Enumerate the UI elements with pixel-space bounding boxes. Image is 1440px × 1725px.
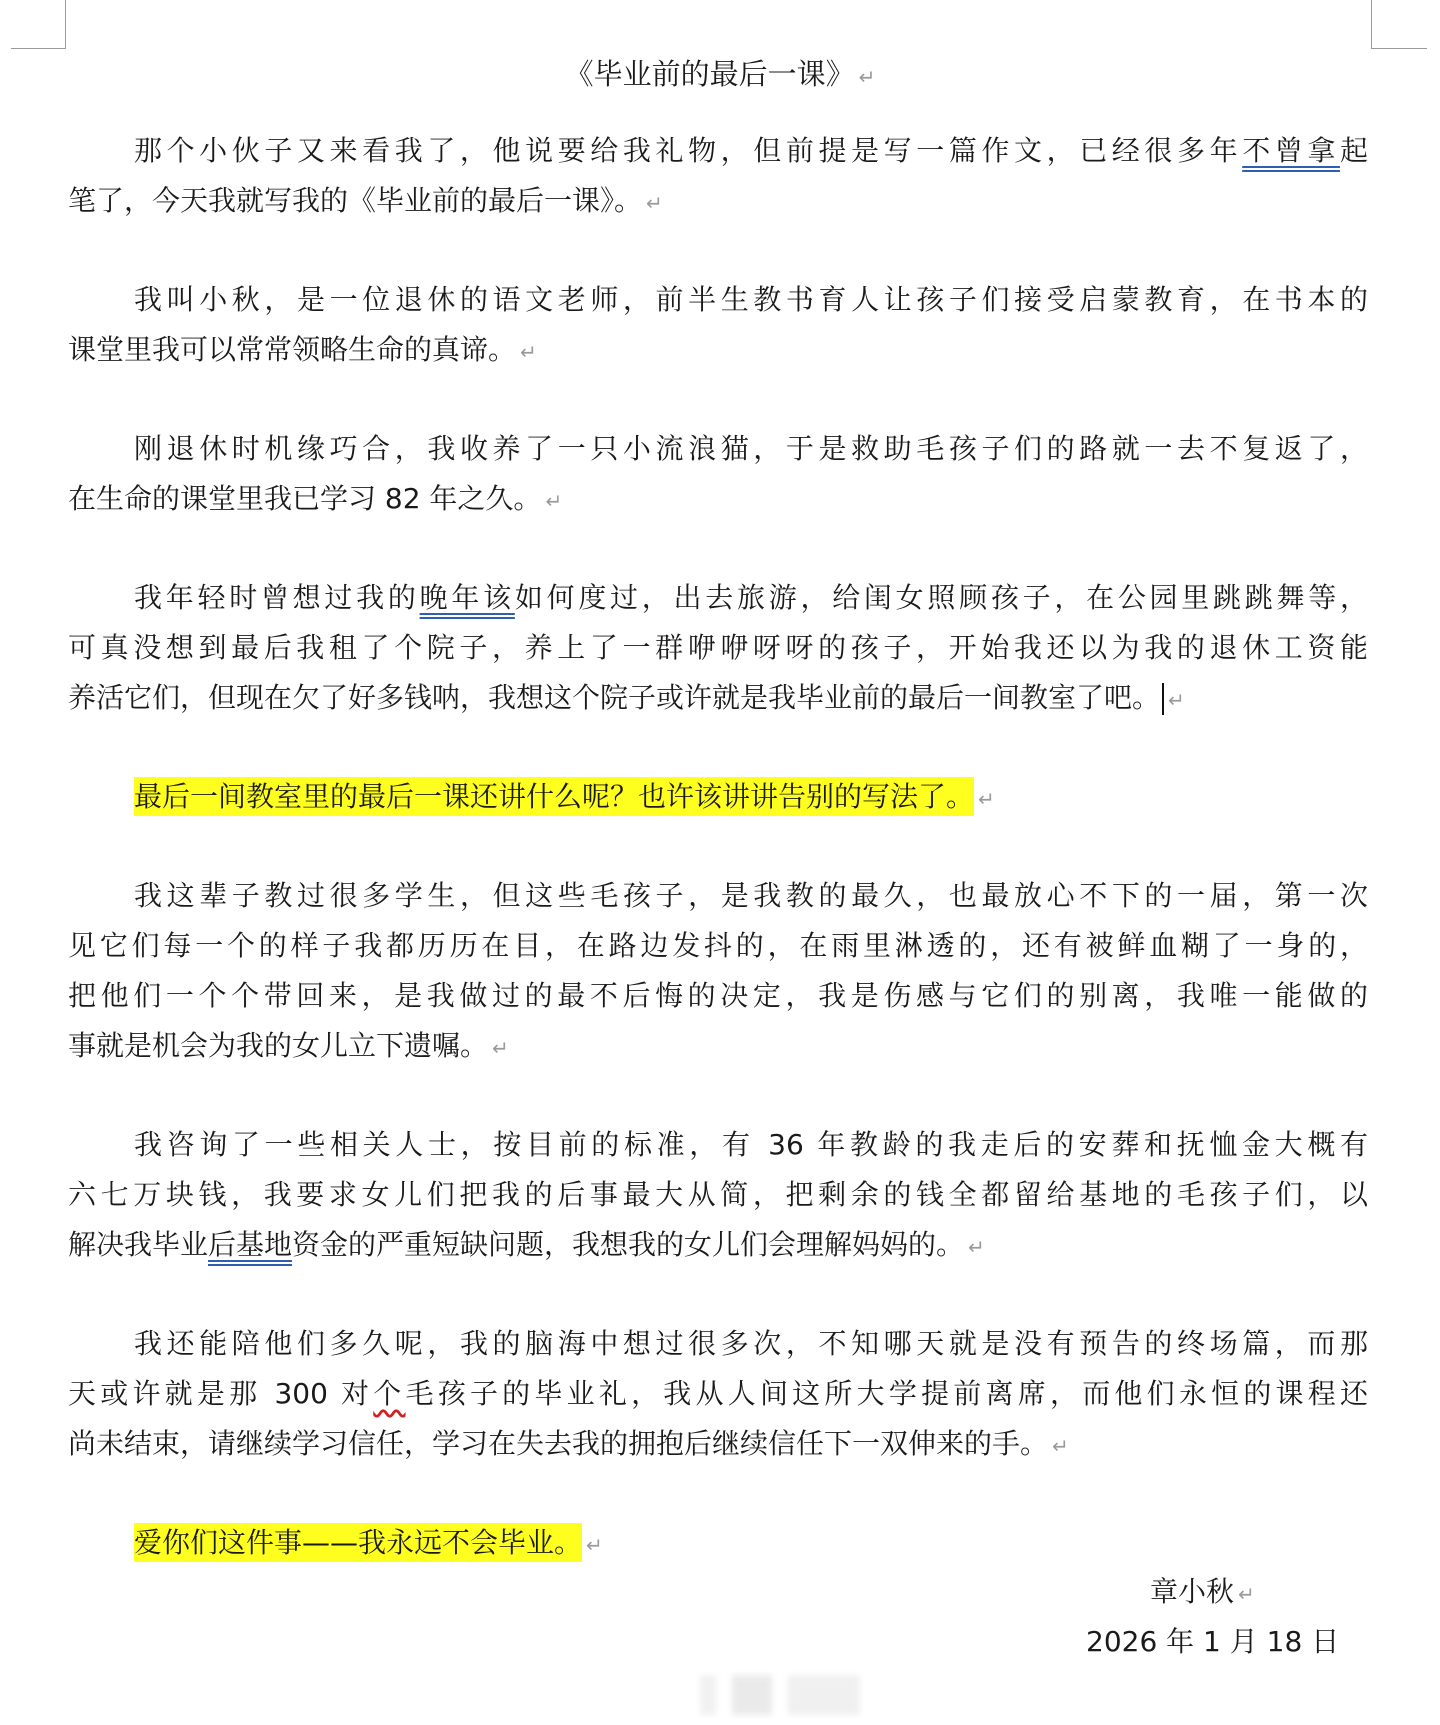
text-run: 养活它们，但现在欠了好多钱呐，我想这个院子或许就是我毕业前的最后一间教室了吧。 bbox=[68, 681, 1161, 714]
text-run: 把他们一个个带回来，是我做过的最不后悔的决定，我是伤感与它们的别离，我唯一能做的 bbox=[68, 979, 1368, 1012]
text-run: 最后一间教室里的最后一课还讲什么呢？也许该讲讲告别的写法了。 bbox=[134, 780, 975, 813]
text-line bbox=[68, 1319, 1368, 1369]
text-run: 刚退休时机缘巧合，我收养了一只小流浪猫，于是救助毛孩子们的路就一去不复返了， bbox=[134, 432, 1368, 465]
text-run: 课堂里我可以常常领略生命的真谛。 bbox=[68, 333, 517, 366]
line-text bbox=[134, 1327, 1368, 1360]
signature-line[interactable] bbox=[1150, 1568, 1255, 1618]
text-run: 起 bbox=[1339, 134, 1368, 167]
text-line bbox=[68, 673, 1368, 723]
text-run: 我还能陪他们多久呢，我的脑海中想过很多次，不知哪天就是没有预告的终场篇，而那 bbox=[134, 1327, 1368, 1360]
line-text bbox=[68, 1178, 1368, 1211]
document-title-line[interactable] bbox=[0, 52, 1440, 99]
page-corner-mark-top-right bbox=[1371, 0, 1427, 49]
text-line bbox=[68, 871, 1368, 921]
text-line bbox=[68, 971, 1368, 1021]
paragraph[interactable] bbox=[68, 126, 1368, 226]
line-text bbox=[68, 1377, 1368, 1410]
line-text bbox=[68, 631, 1368, 664]
text-line bbox=[68, 424, 1368, 474]
paragraph-mark-icon: ↵ bbox=[586, 1533, 603, 1557]
highlight-mark bbox=[134, 777, 974, 816]
text-run: 解决我毕业 bbox=[68, 1228, 209, 1261]
paragraph-mark-icon: ↵ bbox=[858, 65, 876, 89]
line-text bbox=[134, 283, 1368, 316]
paragraph[interactable] bbox=[68, 1120, 1368, 1270]
line-text bbox=[134, 1128, 1368, 1161]
text-line bbox=[68, 1369, 1368, 1419]
line-text bbox=[68, 482, 541, 515]
text-line bbox=[68, 1419, 1368, 1469]
grammar-underlined-text: 晚年该 bbox=[419, 581, 515, 614]
line-text bbox=[68, 1427, 1048, 1460]
paragraph-mark-icon: ↵ bbox=[520, 340, 537, 364]
text-run: 毛孩子的毕业礼，我从人间这所大学提前离席，而他们永恒的课程还 bbox=[405, 1377, 1368, 1410]
line-text bbox=[68, 681, 1160, 714]
text-line bbox=[68, 176, 1368, 226]
text-line bbox=[68, 275, 1368, 325]
paragraph-mark-icon: ↵ bbox=[1052, 1434, 1069, 1458]
paragraph-mark-icon: ↵ bbox=[492, 1036, 509, 1060]
line-text bbox=[134, 432, 1368, 465]
text-run: 在生命的课堂里我已学习 82 年之久。 bbox=[68, 482, 542, 515]
text-line bbox=[68, 474, 1368, 524]
signature: 章小秋 bbox=[1150, 1575, 1235, 1608]
text-line bbox=[68, 126, 1368, 176]
paragraph-mark-icon: ↵ bbox=[978, 787, 995, 811]
document-title: 《毕业前的最后一课》 bbox=[564, 57, 855, 91]
text-run: 那个小伙子又来看我了，他说要给我礼物，但前提是写一篇作文，已经很多年 bbox=[134, 134, 1243, 167]
highlighted-paragraph[interactable] bbox=[68, 772, 1368, 822]
watermark bbox=[700, 1675, 860, 1715]
date: 2026 年 1 月 18 日 bbox=[1086, 1625, 1340, 1658]
text-run: 笔了，今天我就写我的《毕业前的最后一课》。 bbox=[68, 184, 643, 217]
grammar-underlined-text: 不曾拿 bbox=[1242, 134, 1340, 167]
text-run: 爱你们这件事——我永远不会毕业。 bbox=[134, 1526, 583, 1559]
text-line bbox=[68, 1170, 1368, 1220]
highlighted-paragraph[interactable] bbox=[68, 1518, 1368, 1568]
paragraph[interactable] bbox=[68, 424, 1368, 524]
text-cursor bbox=[1162, 683, 1164, 715]
paragraph-mark-icon: ↵ bbox=[1238, 1582, 1255, 1606]
paragraph-mark-icon: ↵ bbox=[1168, 688, 1185, 712]
text-line bbox=[68, 1120, 1368, 1170]
text-run: 天或许就是那 300 对 bbox=[68, 1377, 374, 1410]
text-run: 见它们每一个的样子我都历历在目，在路边发抖的，在雨里淋透的，还有被鲜血糊了一身的， bbox=[68, 929, 1368, 962]
line-text bbox=[68, 333, 516, 366]
paragraph-mark-icon: ↵ bbox=[545, 489, 563, 513]
text-run: 六七万块钱，我要求女儿们把我的后事最大从简，把剩余的钱全都留给基地的毛孩子们，以 bbox=[68, 1178, 1368, 1211]
page-corner-mark-top-left bbox=[11, 0, 66, 49]
grammar-underlined-text: 后基地 bbox=[208, 1228, 293, 1261]
text-run: 资金的严重短缺问题，我想我的女儿们会理解妈妈的。 bbox=[292, 1228, 965, 1261]
line-text bbox=[134, 581, 1368, 614]
date-line[interactable] bbox=[1086, 1618, 1339, 1666]
paragraph-mark-icon: ↵ bbox=[646, 191, 663, 215]
text-line bbox=[68, 573, 1368, 623]
text-run: 我年轻时曾想过我的 bbox=[134, 581, 420, 614]
text-run: 我叫小秋，是一位退休的语文老师，前半生教书育人让孩子们接受启蒙教育，在书本的 bbox=[134, 283, 1368, 316]
line-text bbox=[134, 134, 1368, 167]
spellcheck-underlined-text: 个 bbox=[373, 1377, 406, 1410]
highlight-mark bbox=[134, 1523, 582, 1562]
text-run: 我这辈子教过很多学生，但这些毛孩子，是我教的最久，也最放心不下的一届，第一次 bbox=[134, 879, 1368, 912]
text-line bbox=[68, 1518, 1368, 1568]
line-text bbox=[68, 184, 642, 217]
line-text bbox=[68, 929, 1368, 962]
text-run: 尚未结束，请继续学习信任，学习在失去我的拥抱后继续信任下一双伸来的手。 bbox=[68, 1427, 1049, 1460]
paragraph[interactable] bbox=[68, 573, 1368, 723]
line-text bbox=[68, 1228, 964, 1261]
text-run: 我咨询了一些相关人士，按目前的标准，有 36 年教龄的我走后的安葬和抚恤金大概有 bbox=[134, 1128, 1368, 1161]
line-text bbox=[68, 1029, 488, 1062]
text-line bbox=[68, 623, 1368, 673]
line-text bbox=[134, 879, 1368, 912]
text-line bbox=[68, 325, 1368, 375]
document-body[interactable] bbox=[68, 126, 1368, 1617]
paragraph-mark-icon: ↵ bbox=[968, 1235, 985, 1259]
text-run: 事就是机会为我的女儿立下遗嘱。 bbox=[68, 1029, 489, 1062]
text-line bbox=[68, 1220, 1368, 1270]
text-line bbox=[68, 772, 1368, 822]
line-text bbox=[68, 979, 1368, 1012]
text-line bbox=[68, 1021, 1368, 1071]
paragraph[interactable] bbox=[68, 871, 1368, 1071]
paragraph[interactable] bbox=[68, 275, 1368, 375]
text-run: 如何度过，出去旅游，给闺女照顾孩子，在公园里跳跳舞等， bbox=[514, 581, 1368, 614]
text-run: 可真没想到最后我租了个院子，养上了一群咿咿呀呀的孩子，开始我还以为我的退休工资能 bbox=[68, 631, 1368, 664]
text-line bbox=[68, 921, 1368, 971]
paragraph[interactable] bbox=[68, 1319, 1368, 1469]
